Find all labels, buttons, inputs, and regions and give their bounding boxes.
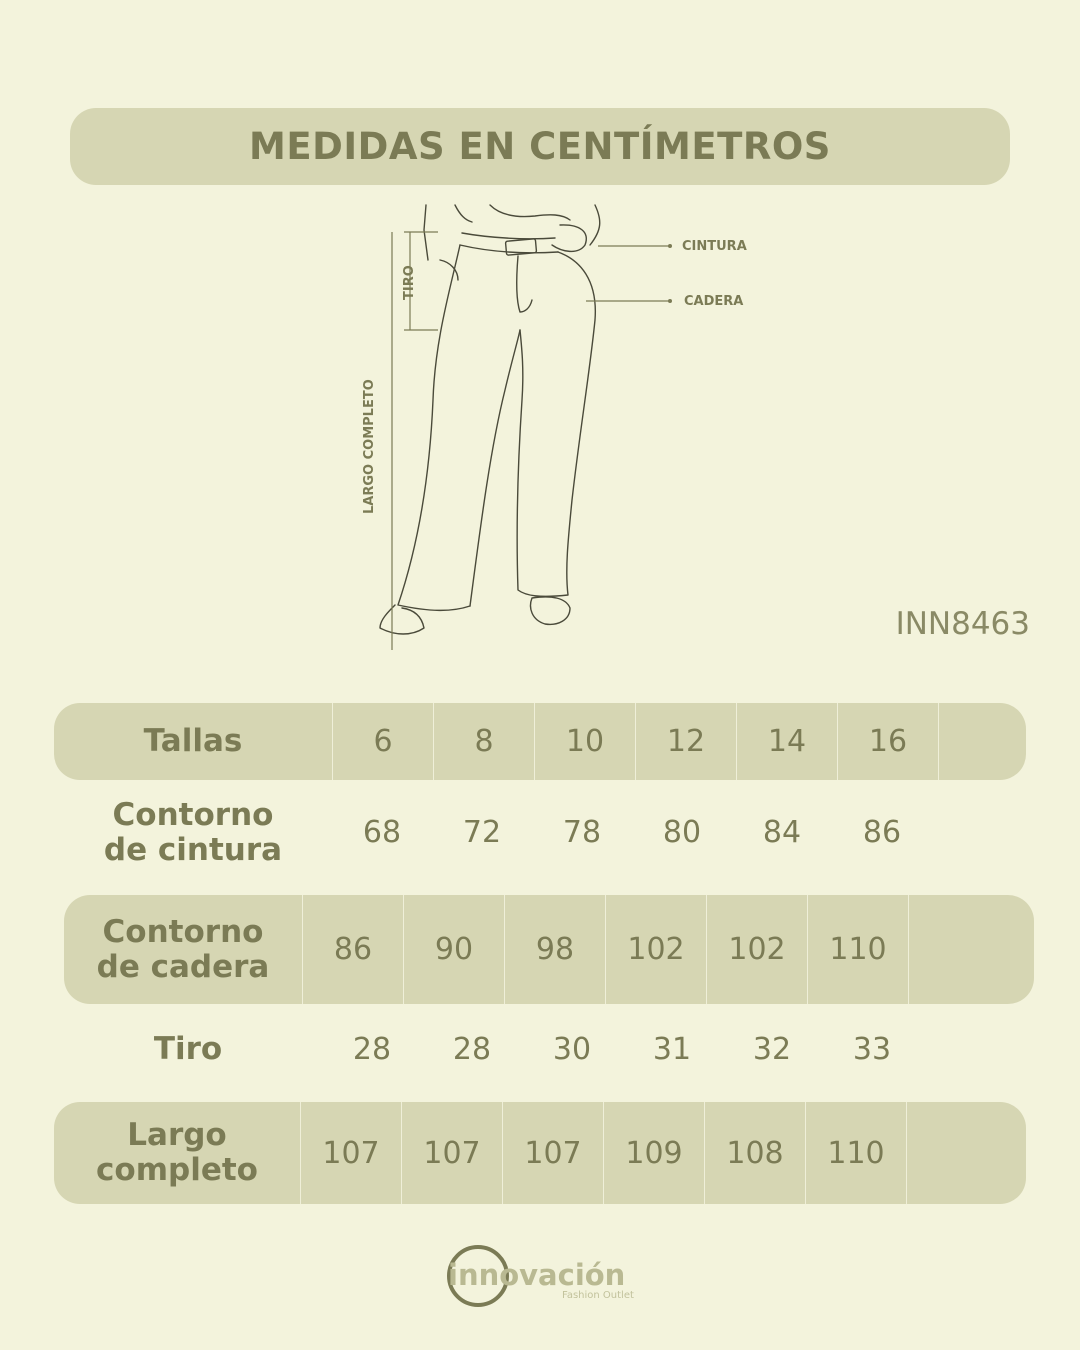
logo-tagline: Fashion Outlet <box>562 1290 634 1301</box>
logo-wordmark: innovación <box>448 1258 626 1292</box>
table-cell: 90 <box>403 895 504 1004</box>
product-code: INN8463 <box>895 606 1030 642</box>
page-title: MEDIDAS EN CENTÍMETROS <box>249 125 831 168</box>
table-cell: 102 <box>605 895 706 1004</box>
cadera-label: CADERA <box>684 294 744 309</box>
table-cell: 30 <box>552 1032 592 1067</box>
table-cell: 32 <box>752 1032 792 1067</box>
table-cell: 12 <box>635 703 736 780</box>
shirt-hem <box>455 205 472 222</box>
table-cell: 68 <box>362 815 402 850</box>
table-cell: 86 <box>302 895 403 1004</box>
brand-logo <box>440 1240 640 1312</box>
row-label-cadera: Contorno de cadera <box>96 913 270 985</box>
table-cell: 108 <box>704 1102 805 1204</box>
tiro-label: TIRO <box>402 265 417 300</box>
table-cell: 107 <box>502 1102 603 1204</box>
table-row-cadera <box>64 895 1034 1004</box>
table-cell: 86 <box>862 815 902 850</box>
table-cell: 98 <box>504 895 605 1004</box>
arm-right <box>590 205 600 245</box>
table-cell: 107 <box>300 1102 401 1204</box>
waistband-top <box>462 233 555 239</box>
table-cell: 14 <box>736 703 837 780</box>
table-cell: 109 <box>603 1102 704 1204</box>
table-cell: 6 <box>332 703 433 780</box>
left-leg-inner <box>470 330 520 606</box>
table-row-tallas <box>54 703 1026 780</box>
cadera-dot <box>668 299 672 303</box>
fly-stitch <box>517 256 532 312</box>
row-label-cintura: Contorno de cintura <box>103 796 283 868</box>
table-row-tiro <box>54 1012 1026 1087</box>
table-cell: 107 <box>401 1102 502 1204</box>
table-cell: 33 <box>852 1032 892 1067</box>
title-banner <box>70 108 1010 185</box>
right-shoe <box>531 597 570 624</box>
row-label-largo: Largo completo <box>96 1117 258 1188</box>
hand-in-pocket <box>552 225 586 252</box>
table-cell: 72 <box>462 815 502 850</box>
largo-completo-label: LARGO COMPLETO <box>362 379 377 514</box>
table-cell: 102 <box>706 895 807 1004</box>
table-cell: 16 <box>837 703 939 780</box>
table-cell: 31 <box>652 1032 692 1067</box>
table-row-cintura <box>54 790 1026 875</box>
table-cell: 78 <box>562 815 602 850</box>
cintura-label: CINTURA <box>682 239 747 254</box>
row-label-tallas: Tallas <box>143 723 243 759</box>
table-cell: 84 <box>762 815 802 850</box>
left-shoe <box>380 605 424 634</box>
table-cell: 10 <box>534 703 635 780</box>
cintura-dot <box>668 244 672 248</box>
waistband-bottom <box>460 245 558 253</box>
table-cell: 28 <box>452 1032 492 1067</box>
table-cell: 8 <box>433 703 534 780</box>
table-cell: 110 <box>807 895 909 1004</box>
jeans-measurement-diagram <box>340 200 780 650</box>
table-cell: 110 <box>805 1102 907 1204</box>
table-cell: 28 <box>352 1032 392 1067</box>
shirt-hem-right <box>490 205 570 220</box>
table-row-largo <box>54 1102 1026 1204</box>
right-leg <box>517 252 595 596</box>
table-cell: 80 <box>662 815 702 850</box>
row-label-tiro: Tiro <box>153 1031 223 1067</box>
